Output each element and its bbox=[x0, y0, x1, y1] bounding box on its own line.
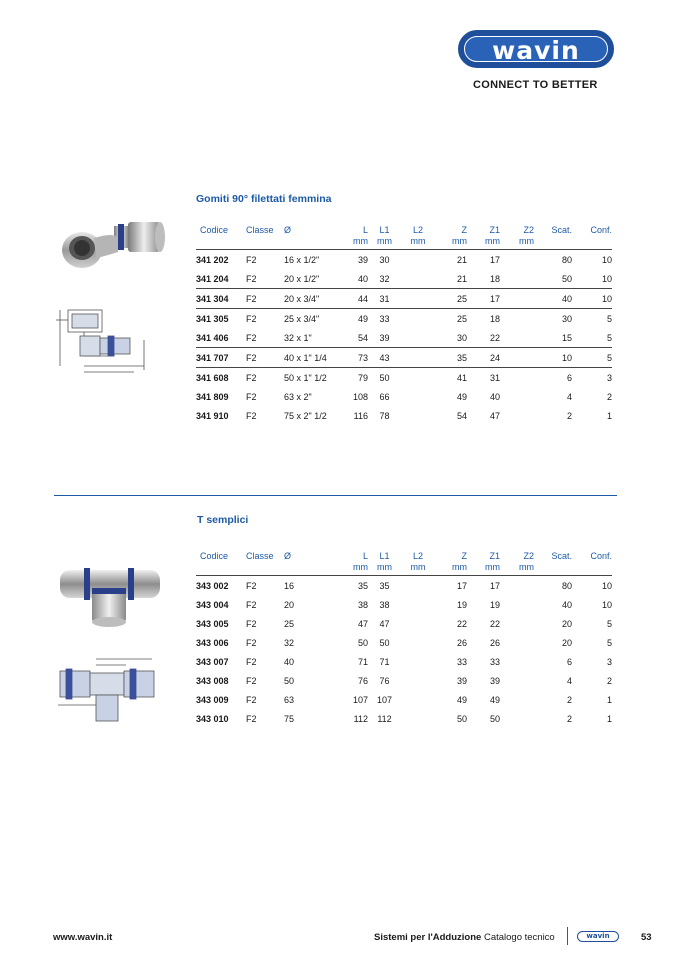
cell-l: 50 bbox=[357, 637, 368, 648]
cell-z2 bbox=[500, 709, 534, 728]
cell-conf: 3 bbox=[606, 372, 612, 383]
cell-z: 25 bbox=[456, 293, 467, 304]
cell-l1: 47 bbox=[379, 618, 390, 629]
table-row bbox=[196, 269, 612, 289]
cell-classe: F2 bbox=[246, 599, 257, 610]
cell-scat: 80 bbox=[561, 580, 572, 591]
cell-z: 41 bbox=[456, 372, 467, 383]
cell-conf: 1 bbox=[606, 713, 612, 724]
cell-z1: 22 bbox=[489, 332, 500, 343]
cell-conf: 3 bbox=[606, 656, 612, 667]
table-row bbox=[196, 595, 612, 614]
table-row bbox=[196, 671, 612, 690]
cell-z2 bbox=[500, 387, 534, 406]
cell-l2 bbox=[401, 368, 435, 388]
cell-l2 bbox=[401, 250, 435, 270]
elbow-photo bbox=[58, 212, 168, 274]
header-l1: L1 mm bbox=[377, 551, 392, 572]
cell-conf: 5 bbox=[606, 332, 612, 343]
cell-diametro: 20 bbox=[284, 599, 295, 610]
cell-z1: 49 bbox=[489, 694, 500, 705]
cell-l1: 38 bbox=[379, 599, 390, 610]
cell-classe: F2 bbox=[246, 637, 257, 648]
cell-l2 bbox=[401, 328, 435, 348]
cell-l2 bbox=[401, 576, 435, 596]
cell-codice: 341 910 bbox=[196, 410, 229, 421]
cell-classe: F2 bbox=[246, 618, 257, 629]
cell-l: 44 bbox=[357, 293, 368, 304]
header-conf: Conf. bbox=[590, 225, 612, 235]
cell-z: 19 bbox=[456, 599, 467, 610]
table-row bbox=[196, 250, 612, 270]
cell-z1: 26 bbox=[489, 637, 500, 648]
cell-diametro: 16 bbox=[284, 580, 295, 591]
cell-conf: 10 bbox=[601, 580, 612, 591]
header-l: L mm bbox=[353, 551, 368, 572]
cell-diametro: 50 bbox=[284, 675, 295, 686]
cell-conf: 10 bbox=[601, 293, 612, 304]
cell-z1: 17 bbox=[489, 293, 500, 304]
cell-z1: 33 bbox=[489, 656, 500, 667]
header-l1: L1 mm bbox=[377, 225, 392, 246]
cell-z2 bbox=[500, 348, 534, 368]
cell-scat: 2 bbox=[566, 713, 572, 724]
cell-l2 bbox=[401, 289, 435, 309]
header-z: Z mm bbox=[452, 225, 467, 246]
cell-diametro: 50 x 1" 1/2 bbox=[284, 372, 327, 383]
cell-conf: 10 bbox=[601, 273, 612, 284]
cell-z1: 47 bbox=[489, 410, 500, 421]
cell-l1: 71 bbox=[379, 656, 390, 667]
cell-l: 116 bbox=[353, 410, 368, 421]
cell-l1: 43 bbox=[379, 352, 390, 363]
cell-scat: 4 bbox=[566, 391, 572, 402]
header-row bbox=[196, 551, 612, 576]
cell-codice: 341 406 bbox=[196, 332, 229, 343]
header-l: L mm bbox=[353, 225, 368, 246]
wavin-logo bbox=[456, 30, 616, 92]
cell-z1: 19 bbox=[489, 599, 500, 610]
cell-diametro: 32 x 1" bbox=[284, 332, 312, 343]
logo-pill bbox=[458, 30, 614, 68]
cell-z1: 17 bbox=[489, 580, 500, 591]
cell-classe: F2 bbox=[246, 254, 257, 265]
cell-scat: 2 bbox=[566, 410, 572, 421]
header-z2: Z2 mm bbox=[519, 551, 534, 572]
cell-z: 21 bbox=[456, 254, 467, 265]
cell-z: 30 bbox=[456, 332, 467, 343]
cell-codice: 341 809 bbox=[196, 391, 229, 402]
table-row bbox=[196, 368, 612, 388]
tagline: CONNECT TO BETTER bbox=[473, 79, 598, 91]
cell-codice: 343 005 bbox=[196, 618, 229, 629]
cell-classe: F2 bbox=[246, 313, 257, 324]
cell-l2 bbox=[401, 633, 435, 652]
table-row bbox=[196, 652, 612, 671]
cell-scat: 2 bbox=[566, 694, 572, 705]
cell-z: 33 bbox=[456, 656, 467, 667]
cell-conf: 5 bbox=[606, 352, 612, 363]
cell-codice: 343 010 bbox=[196, 713, 229, 724]
cell-l: 107 bbox=[352, 694, 368, 705]
header-z: Z mm bbox=[452, 551, 467, 572]
cell-classe: F2 bbox=[246, 273, 257, 284]
cell-codice: 341 202 bbox=[196, 254, 229, 265]
cell-z: 25 bbox=[456, 313, 467, 324]
table-row bbox=[196, 709, 612, 728]
cell-classe: F2 bbox=[246, 410, 257, 421]
cell-l1: 31 bbox=[379, 293, 390, 304]
cell-z2 bbox=[500, 250, 534, 270]
table-row bbox=[196, 406, 612, 425]
cell-diametro: 20 x 3/4" bbox=[284, 293, 320, 304]
tee-drawing bbox=[56, 655, 158, 725]
cell-l1: 78 bbox=[379, 410, 390, 421]
table-row bbox=[196, 576, 612, 596]
cell-z2 bbox=[500, 328, 534, 348]
cell-l: 54 bbox=[357, 332, 368, 343]
cell-z1: 39 bbox=[489, 675, 500, 686]
cell-l2 bbox=[401, 652, 435, 671]
cell-l2 bbox=[401, 595, 435, 614]
cell-z: 21 bbox=[456, 273, 467, 284]
cell-l1: 66 bbox=[379, 391, 390, 402]
cell-l1: 112 bbox=[377, 713, 392, 724]
cell-conf: 5 bbox=[606, 313, 612, 324]
cell-classe: F2 bbox=[246, 391, 257, 402]
cell-z: 22 bbox=[456, 618, 467, 629]
cell-l2 bbox=[401, 348, 435, 368]
cell-z1: 18 bbox=[489, 313, 500, 324]
cell-l1: 76 bbox=[379, 675, 390, 686]
cell-classe: F2 bbox=[246, 293, 257, 304]
cell-l: 112 bbox=[353, 713, 368, 724]
cell-scat: 15 bbox=[561, 332, 572, 343]
tee-photo bbox=[58, 562, 166, 628]
cell-z2 bbox=[500, 595, 534, 614]
cell-z2 bbox=[500, 633, 534, 652]
cell-conf: 1 bbox=[606, 410, 612, 421]
header-diametro: Ø bbox=[284, 551, 292, 561]
cell-scat: 30 bbox=[561, 313, 572, 324]
cell-diametro: 25 x 3/4" bbox=[284, 313, 320, 324]
cell-z: 17 bbox=[456, 580, 467, 591]
cell-scat: 50 bbox=[561, 273, 572, 284]
cell-z: 39 bbox=[456, 675, 467, 686]
cell-l: 49 bbox=[357, 313, 368, 324]
cell-codice: 343 009 bbox=[196, 694, 229, 705]
cell-z: 50 bbox=[456, 713, 467, 724]
cell-z1: 50 bbox=[489, 713, 500, 724]
cell-classe: F2 bbox=[246, 332, 257, 343]
cell-codice: 343 006 bbox=[196, 637, 229, 648]
cell-z: 49 bbox=[456, 694, 467, 705]
table-row bbox=[196, 633, 612, 652]
cell-z1: 24 bbox=[489, 352, 500, 363]
cell-l2 bbox=[401, 309, 435, 329]
cell-scat: 6 bbox=[566, 656, 572, 667]
cell-codice: 343 004 bbox=[196, 599, 229, 610]
cell-z1: 18 bbox=[489, 273, 500, 284]
cell-l: 79 bbox=[357, 372, 368, 383]
cell-codice: 341 304 bbox=[196, 293, 229, 304]
cell-l1: 107 bbox=[376, 694, 393, 705]
cell-z2 bbox=[500, 406, 534, 425]
cell-conf: 10 bbox=[601, 254, 612, 265]
cell-z: 35 bbox=[456, 352, 467, 363]
cell-diametro: 75 x 2" 1/2 bbox=[284, 410, 327, 421]
cell-l: 76 bbox=[357, 675, 368, 686]
cell-scat: 20 bbox=[561, 618, 572, 629]
header-classe: Classe bbox=[246, 551, 274, 561]
cell-conf: 2 bbox=[606, 391, 612, 402]
table-row bbox=[196, 690, 612, 709]
cell-z1: 17 bbox=[489, 254, 500, 265]
cell-conf: 5 bbox=[606, 618, 612, 629]
cell-l2 bbox=[401, 406, 435, 425]
cell-scat: 20 bbox=[561, 637, 572, 648]
section-title-elbows: Gomiti 90° filettati femmina bbox=[196, 193, 332, 205]
cell-l: 35 bbox=[357, 580, 368, 591]
cell-classe: F2 bbox=[246, 372, 257, 383]
cell-classe: F2 bbox=[246, 694, 257, 705]
cell-classe: F2 bbox=[246, 675, 257, 686]
header-codice: Codice bbox=[200, 225, 229, 235]
cell-classe: F2 bbox=[246, 656, 257, 667]
cell-z2 bbox=[500, 671, 534, 690]
cell-classe: F2 bbox=[246, 580, 257, 591]
table-row bbox=[196, 348, 612, 368]
section-title-tees: T semplici bbox=[197, 514, 249, 526]
header-row bbox=[196, 225, 612, 250]
header-z2: Z2 mm bbox=[519, 225, 534, 246]
cell-z2 bbox=[500, 652, 534, 671]
table-row bbox=[196, 289, 612, 309]
cell-codice: 343 008 bbox=[196, 675, 229, 686]
cell-scat: 80 bbox=[561, 254, 572, 265]
cell-diametro: 40 x 1" 1/4 bbox=[284, 352, 327, 363]
cell-codice: 341 608 bbox=[196, 372, 229, 383]
section-divider bbox=[54, 495, 617, 496]
cell-scat: 40 bbox=[561, 599, 572, 610]
header-classe: Classe bbox=[246, 225, 274, 235]
cell-l1: 50 bbox=[379, 637, 390, 648]
cell-l: 73 bbox=[357, 352, 368, 363]
footer-title: Sistemi per l'Adduzione Catalogo tecnico bbox=[374, 932, 555, 943]
cell-classe: F2 bbox=[246, 352, 257, 363]
header-codice: Codice bbox=[200, 551, 229, 561]
cell-l: 40 bbox=[357, 273, 368, 284]
logo-text: wavin bbox=[464, 36, 608, 62]
cell-z1: 40 bbox=[489, 391, 500, 402]
cell-diametro: 16 x 1/2" bbox=[284, 254, 320, 265]
table-row bbox=[196, 309, 612, 329]
elbows-table bbox=[196, 225, 612, 425]
cell-z2 bbox=[500, 269, 534, 289]
cell-l1: 32 bbox=[379, 273, 390, 284]
page-number: 53 bbox=[641, 932, 652, 943]
header-z1: Z1 mm bbox=[485, 551, 500, 572]
cell-diametro: 32 bbox=[284, 637, 295, 648]
cell-z2 bbox=[500, 576, 534, 596]
cell-l: 71 bbox=[357, 656, 368, 667]
header-l2: L2 mm bbox=[410, 551, 426, 572]
cell-z2 bbox=[500, 289, 534, 309]
header-conf: Conf. bbox=[590, 551, 612, 561]
cell-codice: 343 007 bbox=[196, 656, 229, 667]
cell-diametro: 75 bbox=[284, 713, 295, 724]
cell-l: 108 bbox=[352, 391, 368, 402]
table-row bbox=[196, 387, 612, 406]
cell-conf: 5 bbox=[606, 637, 612, 648]
footer-divider bbox=[567, 927, 568, 945]
footer-logo: wavin bbox=[577, 931, 619, 942]
table-row bbox=[196, 328, 612, 348]
cell-classe: F2 bbox=[246, 713, 257, 724]
cell-l2 bbox=[401, 709, 435, 728]
cell-l2 bbox=[401, 690, 435, 709]
cell-diametro: 40 bbox=[284, 656, 295, 667]
table-row bbox=[196, 614, 612, 633]
cell-l1: 33 bbox=[379, 313, 390, 324]
cell-scat: 40 bbox=[561, 293, 572, 304]
cell-z2 bbox=[500, 614, 534, 633]
footer-url[interactable]: www.wavin.it bbox=[53, 932, 113, 943]
cell-codice: 341 305 bbox=[196, 313, 229, 324]
elbow-drawing bbox=[54, 300, 154, 378]
cell-conf: 2 bbox=[606, 675, 612, 686]
cell-z: 26 bbox=[456, 637, 467, 648]
cell-codice: 341 204 bbox=[196, 273, 229, 284]
cell-l2 bbox=[401, 387, 435, 406]
cell-z2 bbox=[500, 690, 534, 709]
cell-l2 bbox=[401, 671, 435, 690]
cell-z2 bbox=[500, 309, 534, 329]
cell-l2 bbox=[401, 269, 435, 289]
cell-z: 54 bbox=[456, 410, 467, 421]
cell-z1: 22 bbox=[489, 618, 500, 629]
tees-table bbox=[196, 551, 612, 728]
cell-z: 49 bbox=[456, 391, 467, 402]
cell-l1: 50 bbox=[379, 372, 390, 383]
cell-l1: 39 bbox=[379, 332, 390, 343]
cell-scat: 4 bbox=[566, 675, 572, 686]
cell-scat: 6 bbox=[566, 372, 572, 383]
cell-l: 47 bbox=[357, 618, 368, 629]
cell-codice: 341 707 bbox=[196, 352, 229, 363]
cell-conf: 10 bbox=[601, 599, 612, 610]
header-scat: Scat. bbox=[551, 551, 572, 561]
cell-z1: 31 bbox=[489, 372, 500, 383]
header-scat: Scat. bbox=[551, 225, 572, 235]
header-diametro: Ø bbox=[284, 225, 292, 235]
cell-l: 39 bbox=[357, 254, 368, 265]
header-l2: L2 mm bbox=[410, 225, 426, 246]
cell-l2 bbox=[401, 614, 435, 633]
cell-conf: 1 bbox=[606, 694, 612, 705]
cell-diametro: 25 bbox=[284, 618, 295, 629]
cell-scat: 10 bbox=[561, 352, 572, 363]
cell-codice: 343 002 bbox=[196, 580, 229, 591]
cell-diametro: 63 x 2" bbox=[284, 391, 312, 402]
cell-l1: 30 bbox=[379, 254, 390, 265]
cell-diametro: 20 x 1/2" bbox=[284, 273, 320, 284]
header-z1: Z1 mm bbox=[485, 225, 500, 246]
cell-l1: 35 bbox=[379, 580, 390, 591]
cell-l: 38 bbox=[357, 599, 368, 610]
cell-z2 bbox=[500, 368, 534, 388]
cell-diametro: 63 bbox=[284, 694, 295, 705]
